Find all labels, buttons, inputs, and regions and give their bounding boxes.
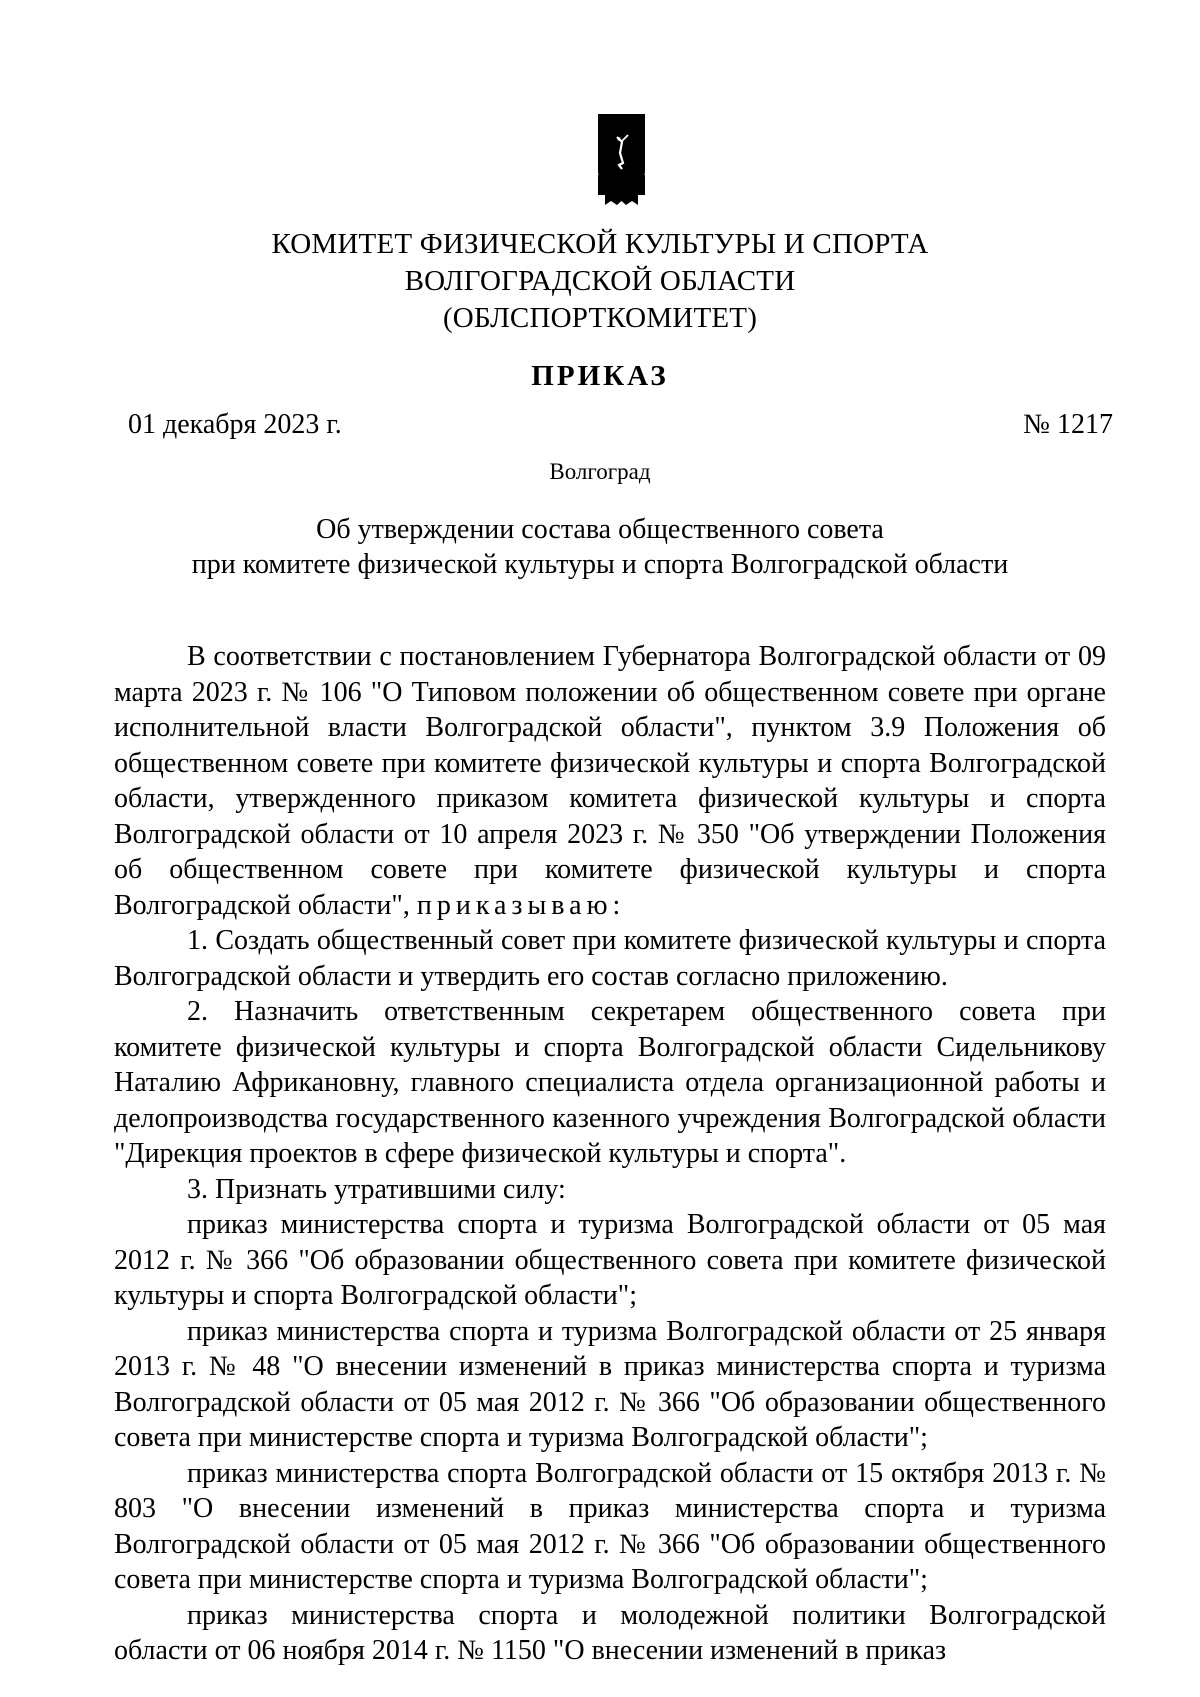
preamble-text: В соответствии с постановлением Губернатора Волгоградской области от 09 марта 2023 г. № 106 "О Типовом положении об общественном совете при органе исполнительной власти Волгоградской области", пунктом 3.9 Положения об общественном совете при комитете физической культуры и спорта Волгоградской области, утвержденного приказом комитета физической культуры и спорта Волгоградской области от 10 апреля 2023 г. № 350 "Об утверждении Положения об общественном совете при комитете физической культуры и спорта Волгоградской области", [114, 641, 1106, 921]
repealed-order-2: приказ министерства спорта и туризма Волгоградской области от 25 января 2013 г. № 48 "О внесении изменений в приказ министерства спорта и туризма Волгоградской области от 05 мая 2012 г. № 366 "Об образовании общественного совета при министерстве спорта и туризма Волгоградской области"; [114, 1315, 1106, 1453]
subject-line-2: при комитете физической культуры и спорта Волгоградской области [191, 549, 1009, 580]
agency-name [0, 226, 1200, 337]
order-city: Волгоград [549, 459, 651, 484]
repealed-order-1: приказ министерства спорта и туризма Волгоградской области от 05 мая 2012 г. № 366 "Об образовании общественного совета при комитете физической культуры и спорта Волгоградской области"; [114, 1209, 1106, 1311]
document-type: ПРИКАЗ [531, 360, 669, 392]
agency-line-3: (ОБЛСПОРТКОМИТЕТ) [442, 302, 758, 334]
coat-of-arms-icon [597, 113, 646, 207]
repealed-order-4: приказ министерства спорта и молодежной политики Волгоградской области от 06 ноября 2014 г. № 1150 "О внесении изменений в приказ [114, 1599, 1106, 1666]
order-number: № 1217 [1023, 409, 1113, 440]
clause-1: 1. Создать общественный совет при комитете физической культуры и спорта Волгоградской области и утвердить его состав согласно приложению. [114, 925, 1106, 992]
clause-2: 2. Назначить ответственным секретарем общественного совета при комитете физической культуры и спорта Волгоградской области Сидельникову Наталию Африкановну, главного специалиста отдела организационной работы и делопроизводства государственного казенного учреждения Волгоградской области "Дирекция проектов в сфере физической культуры и спорта". [114, 996, 1106, 1169]
preamble-paragraph [114, 639, 1106, 923]
clause-3: 3. Признать утратившими силу: [187, 1173, 566, 1205]
subject-line-1: Об утверждении состава общественного совета [316, 514, 884, 545]
agency-line-2: ВОЛГОГРАДСКОЙ ОБЛАСТИ [404, 265, 796, 297]
order-subject [130, 512, 1070, 582]
decree-word: приказываю: [416, 889, 626, 921]
order-date: 01 декабря 2023 г. [128, 409, 342, 440]
repealed-order-3: приказ министерства спорта Волгоградской области от 15 октября 2013 г. № 803 "О внесении изменений в приказ министерства спорта и туризма Волгоградской области от 05 мая 2012 г. № 366 "Об образовании общественного совета при министерстве спорта и туризма Волгоградской области"; [114, 1457, 1106, 1595]
order-body [114, 639, 1106, 1669]
agency-line-1: КОМИТЕТ ФИЗИЧЕСКОЙ КУЛЬТУРЫ И СПОРТА [271, 228, 929, 260]
